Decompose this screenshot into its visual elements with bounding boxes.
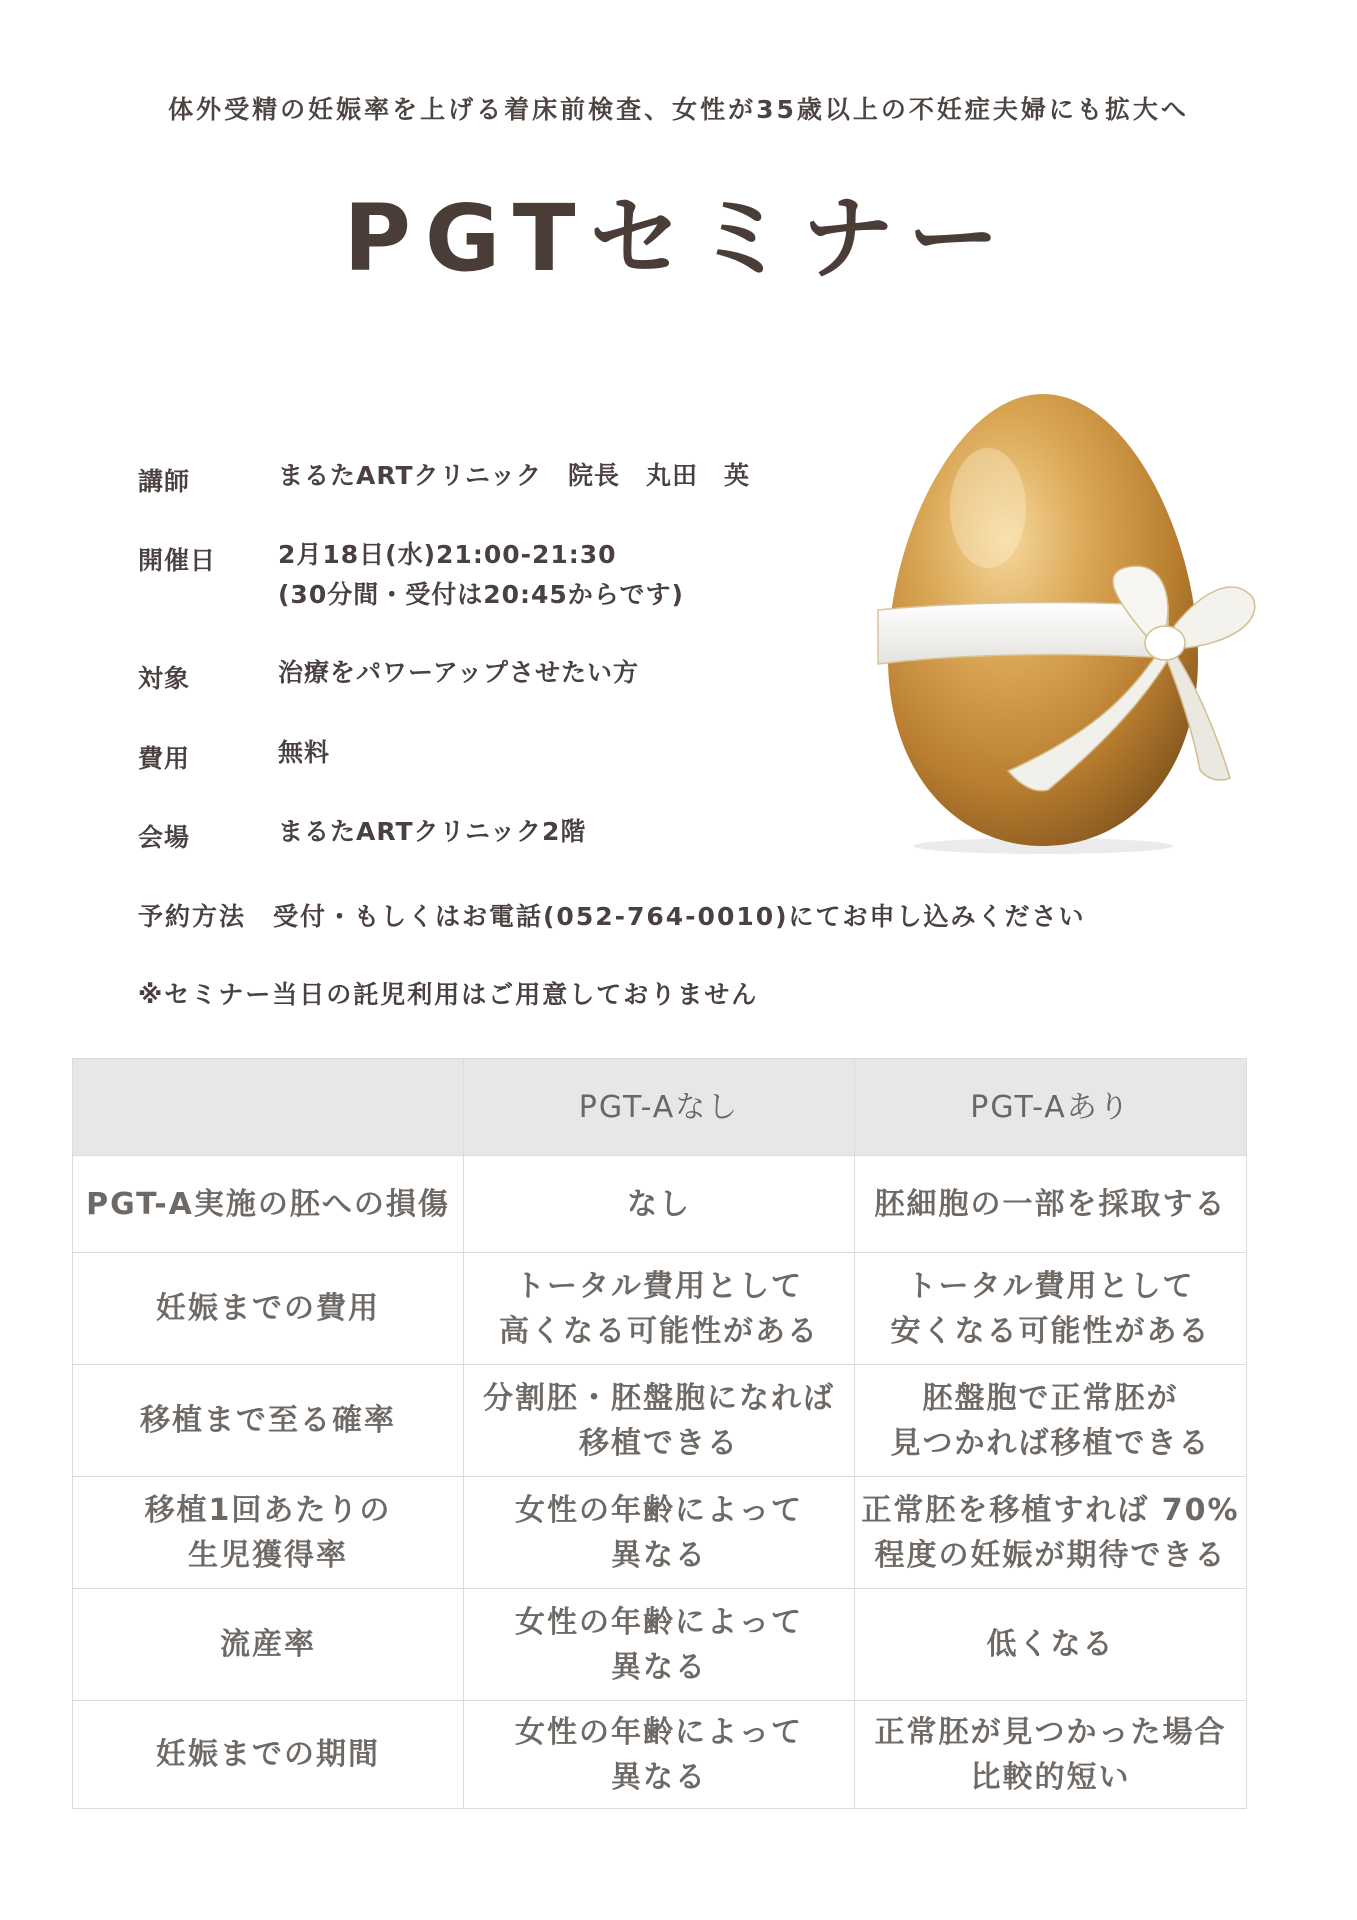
table-row [73, 1701, 1247, 1809]
date-label: 開催日 [138, 546, 217, 575]
row-label: 妊娠までの費用 [73, 1253, 464, 1365]
cell-with: トータル費用として 安くなる可能性がある [855, 1253, 1247, 1365]
cell-with: 胚細胞の一部を採取する [855, 1156, 1247, 1253]
table-row [73, 1253, 1247, 1365]
lecturer-value: まるたARTクリニック 院長 丸田 英 [278, 461, 751, 490]
cell-without: 女性の年齢によって 異なる [464, 1589, 855, 1701]
cell-with: 低くなる [855, 1589, 1247, 1701]
table-row [73, 1477, 1247, 1589]
lecturer-label: 講師 [138, 467, 191, 496]
row-label: PGT-A実施の胚への損傷 [73, 1156, 464, 1253]
row-label: 移植まで至る確率 [73, 1365, 464, 1477]
cell-with: 正常胚が見つかった場合 比較的短い [855, 1701, 1247, 1809]
row-label: 移植1回あたりの 生児獲得率 [73, 1477, 464, 1589]
cell-without: 女性の年齢によって 異なる [464, 1477, 855, 1589]
header-with-pgta: PGT-Aあり [855, 1059, 1247, 1156]
target-value: 治療をパワーアップさせたい方 [278, 658, 640, 687]
seminar-title: PGTセミナー [343, 185, 1014, 292]
table-row [73, 1365, 1247, 1477]
venue-label: 会場 [138, 823, 191, 852]
golden-egg-icon [868, 388, 1268, 858]
table-header-row [73, 1059, 1247, 1156]
target-label: 対象 [138, 664, 191, 693]
cell-with: 正常胚を移植すれば 70% 程度の妊娠が期待できる [855, 1477, 1247, 1589]
fee-value: 無料 [278, 738, 331, 767]
venue-value: まるたARTクリニック2階 [278, 817, 587, 846]
pgt-comparison-table [72, 1058, 1247, 1809]
date-value-line2: (30分間・受付は20:45からです) [278, 580, 684, 609]
cell-without: トータル費用として 高くなる可能性がある [464, 1253, 855, 1365]
row-label: 妊娠までの期間 [73, 1701, 464, 1809]
table-row [73, 1156, 1247, 1253]
golden-egg-illustration [868, 388, 1268, 858]
table-row [73, 1589, 1247, 1701]
seminar-subtitle: 体外受精の妊娠率を上げる着床前検査、女性が35歳以上の不妊症夫婦にも拡大へ [168, 95, 1189, 124]
cell-without: なし [464, 1156, 855, 1253]
date-value-line1: 2月18日(水)21:00-21:30 [278, 540, 617, 569]
cell-with: 胚盤胞で正常胚が 見つかれば移植できる [855, 1365, 1247, 1477]
cell-without: 分割胚・胚盤胞になれば 移植できる [464, 1365, 855, 1477]
childcare-note: ※セミナー当日の託児利用はご用意しておりません [138, 980, 759, 1009]
header-empty-cell [73, 1059, 464, 1156]
header-without-pgta: PGT-Aなし [464, 1059, 855, 1156]
reservation-text: 予約方法 受付・もしくはお電話(052-764-0010)にてお申し込みください [138, 902, 1086, 931]
fee-label: 費用 [138, 744, 191, 773]
row-label: 流産率 [73, 1589, 464, 1701]
cell-without: 女性の年齢によって 異なる [464, 1701, 855, 1809]
